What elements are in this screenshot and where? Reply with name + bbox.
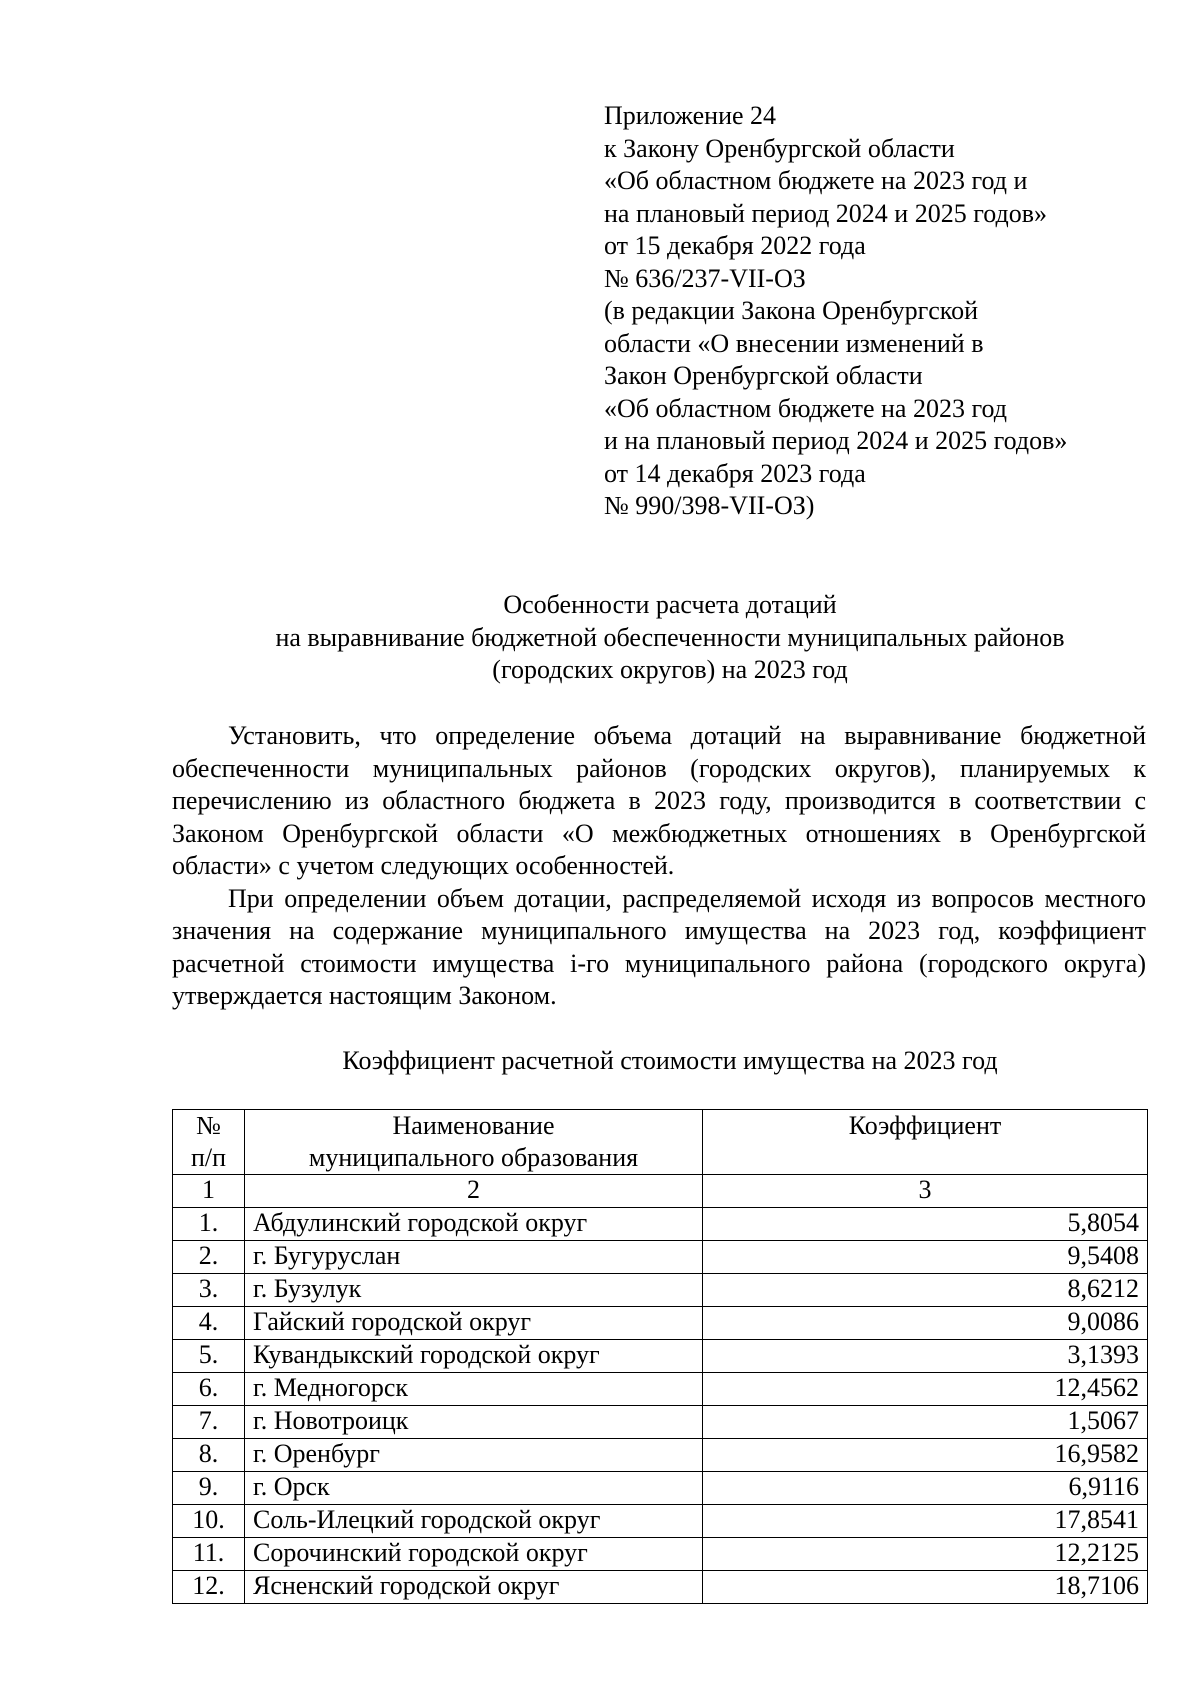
row-name: Соль-Илецкий городской округ	[245, 1505, 703, 1538]
row-num: 10.	[173, 1505, 245, 1538]
appendix-line: «Об областном бюджете на 2023 год	[604, 393, 1007, 423]
header-name	[245, 1110, 703, 1175]
coefficient-table	[172, 1109, 1148, 1604]
row-value: 17,8541	[703, 1505, 1148, 1538]
table-row	[173, 1571, 1148, 1604]
row-value: 6,9116	[703, 1472, 1148, 1505]
header-num-line1: №	[196, 1111, 221, 1140]
row-num: 6.	[173, 1373, 245, 1406]
table-row	[173, 1241, 1148, 1274]
row-num: 8.	[173, 1439, 245, 1472]
appendix-line: области «О внесении изменений в	[604, 328, 984, 358]
row-name: Ясненский городской округ	[245, 1571, 703, 1604]
appendix-line: № 636/237-VII-ОЗ	[604, 263, 806, 293]
table-row	[173, 1439, 1148, 1472]
row-name: г. Новотроицк	[245, 1406, 703, 1439]
row-name: Кувандыкский городской округ	[245, 1340, 703, 1373]
document-title	[170, 589, 1170, 687]
appendix-line: Закон Оренбургской области	[604, 361, 923, 390]
column-number: 2	[245, 1175, 703, 1208]
table-row	[173, 1505, 1148, 1538]
appendix-line: от 14 декабря 2023 года	[604, 458, 866, 488]
paragraph-2: При определении объем дотации, распределяемой исходя из вопросов местного значения на содержание муниципального имущества на 2023 год, коэффициент расчетной стоимости имущества i-го муниципального района (городского округа) утверждается настоящим Законом.	[172, 883, 1146, 1010]
appendix-line: (в редакции Закона Оренбургской	[604, 296, 979, 325]
row-num: 4.	[173, 1307, 245, 1340]
row-num: 11.	[173, 1538, 245, 1571]
table-row	[173, 1274, 1148, 1307]
table-row	[173, 1208, 1148, 1241]
row-num: 5.	[173, 1340, 245, 1373]
title-line: (городских округов) на 2023 год	[492, 655, 848, 684]
row-num: 2.	[173, 1241, 245, 1274]
column-number-row	[173, 1175, 1148, 1208]
header-coef: Коэффициент	[703, 1110, 1148, 1175]
table-header-row	[173, 1110, 1148, 1175]
appendix-line: Приложение 24	[604, 101, 777, 130]
appendix-line: и на плановый период 2024 и 2025 годов»	[604, 426, 1068, 455]
header-name-line1: Наименование	[392, 1111, 555, 1140]
row-value: 3,1393	[703, 1340, 1148, 1373]
title-line: Особенности расчета дотаций	[503, 590, 837, 619]
row-num: 9.	[173, 1472, 245, 1505]
row-name: г. Медногорск	[245, 1373, 703, 1406]
header-num-line2: п/п	[190, 1143, 227, 1172]
appendix-line: «Об областном бюджете на 2023 год и	[604, 166, 1028, 195]
row-value: 5,8054	[703, 1208, 1148, 1241]
appendix-line: от 15 декабря 2022 года	[604, 231, 866, 260]
row-name: Абдулинский городской округ	[245, 1208, 703, 1241]
row-num: 1.	[173, 1208, 245, 1241]
row-value: 12,4562	[703, 1373, 1148, 1406]
title-line: на выравнивание бюджетной обеспеченности муниципальных районов	[275, 622, 1065, 652]
column-number: 1	[173, 1175, 245, 1208]
table-row	[173, 1406, 1148, 1439]
header-num	[173, 1110, 245, 1175]
column-number: 3	[703, 1175, 1148, 1208]
row-value: 9,0086	[703, 1307, 1148, 1340]
table-title: Коэффициент расчетной стоимости имущества на 2023 год	[342, 1046, 998, 1075]
appendix-line: к Закону Оренбургской области	[604, 133, 955, 163]
row-value: 18,7106	[703, 1571, 1148, 1604]
table-row	[173, 1340, 1148, 1373]
paragraph-1: Установить, что определение объема дотаций на выравнивание бюджетной обеспеченности муниципальных районов (городских округов), планируемых к перечислению из областного бюджета в 2023 году, производится в соответствии с Законом Оренбургской области «О межбюджетных отношениях в Оренбургской области» с учетом следующих особенностей.	[172, 721, 1146, 880]
row-value: 1,5067	[703, 1406, 1148, 1439]
table-row	[173, 1538, 1148, 1571]
row-num: 7.	[173, 1406, 245, 1439]
row-value: 12,2125	[703, 1538, 1148, 1571]
table-row	[173, 1472, 1148, 1505]
row-value: 9,5408	[703, 1241, 1148, 1274]
appendix-line: на плановый период 2024 и 2025 годов»	[604, 198, 1047, 228]
appendix-header	[604, 100, 1164, 523]
row-num: 12.	[173, 1571, 245, 1604]
header-name-line2: муниципального образования	[308, 1143, 639, 1172]
row-name: г. Бугуруслан	[245, 1241, 703, 1274]
row-name: Сорочинский городской округ	[245, 1538, 703, 1571]
table-row	[173, 1307, 1148, 1340]
row-value: 16,9582	[703, 1439, 1148, 1472]
row-value: 8,6212	[703, 1274, 1148, 1307]
body-text	[172, 720, 1146, 1013]
table-row	[173, 1373, 1148, 1406]
row-name: г. Орск	[245, 1472, 703, 1505]
row-name: г. Оренбург	[245, 1439, 703, 1472]
appendix-line: № 990/398-VII-ОЗ)	[604, 491, 815, 520]
row-name: г. Бузулук	[245, 1274, 703, 1307]
row-name: Гайский городской округ	[245, 1307, 703, 1340]
row-num: 3.	[173, 1274, 245, 1307]
